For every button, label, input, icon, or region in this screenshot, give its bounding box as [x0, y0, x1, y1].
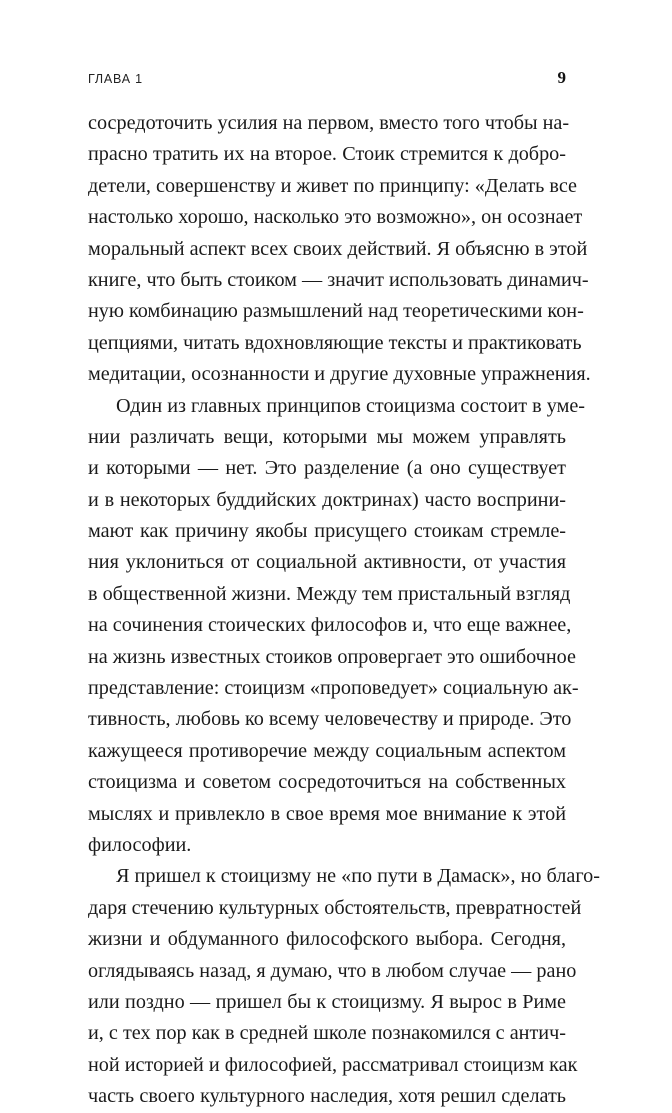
text-line: в общественной жизни. Между тем пристальный взгляд [88, 582, 571, 605]
text-line: часть своего культурного наследия, хотя решил сделать [88, 1085, 566, 1108]
text-line: ния уклониться от социальной активности, от участия [88, 551, 566, 574]
text-line: настолько хорошо, насколько это возможно», он осознает [88, 206, 583, 229]
body-text [88, 108, 600, 1113]
text-line: мают как причину якобы присущего стоикам стремле- [88, 520, 566, 543]
text-line: на сочинения стоических философов и, что еще важнее, [88, 614, 572, 637]
running-header [88, 68, 566, 92]
text-line: Я пришел к стоицизму не «по пути в Дамаск», но благо- [116, 865, 600, 888]
chapter-label: ГЛАВА 1 [88, 72, 143, 86]
text-line: философии. [88, 833, 192, 856]
text-line: Один из главных принципов стоицизма состоит в уме- [116, 394, 586, 417]
text-line: моральный аспект всех своих действий. Я объясню в этой [88, 237, 588, 260]
text-line: и которыми — нет. Это разделение (а оно существует [88, 457, 566, 480]
page-number: 9 [557, 68, 566, 87]
text-line: медитации, осознанности и другие духовные упражнения. [88, 363, 591, 386]
text-line: представление: стоицизм «проповедует» социальную ак- [88, 677, 579, 700]
text-line: мыслях и привлекло в свое время мое внимание к этой [88, 802, 566, 825]
text-line: даря стечению культурных обстоятельств, превратностей [88, 896, 582, 919]
text-line: книге, что быть стоиком — значит использовать динамич- [88, 268, 589, 291]
text-line: или поздно — пришел бы к стоицизму. Я вырос в Риме [88, 990, 566, 1013]
text-line: стоицизма и советом сосредоточиться на собственных [88, 771, 566, 794]
text-line: цепциями, читать вдохновляющие тексты и практиковать [88, 331, 582, 354]
text-line: тивность, любовь ко всему человечеству и природе. Это [88, 708, 572, 731]
text-line: на жизнь известных стоиков опровергает это ошибочное [88, 645, 576, 668]
text-line: детели, совершенству и живет по принципу: «Делать все [88, 174, 578, 197]
text-line: и в некоторых буддийских доктринах) часто восприни- [88, 488, 566, 511]
text-line: прасно тратить их на второе. Стоик стремится к добро- [88, 143, 566, 166]
text-line: нии различать вещи, которыми мы можем управлять [88, 425, 566, 448]
text-line: сосредоточить усилия на первом, вместо того чтобы на- [88, 112, 570, 134]
text-line: ной историей и философией, рассматривал стоицизм как [88, 1053, 578, 1076]
text-line: кажущееся противоречие между социальным аспектом [88, 739, 566, 762]
text-line: оглядываясь назад, я думаю, что в любом случае — рано [88, 959, 577, 982]
text-line: и, с тех пор как в средней школе познакомился с антич- [88, 1022, 566, 1045]
text-line: жизни и обдуманного философского выбора. Сегодня, [88, 928, 566, 951]
text-line: ную комбинацию размышлений над теоретическими кон- [88, 300, 584, 323]
